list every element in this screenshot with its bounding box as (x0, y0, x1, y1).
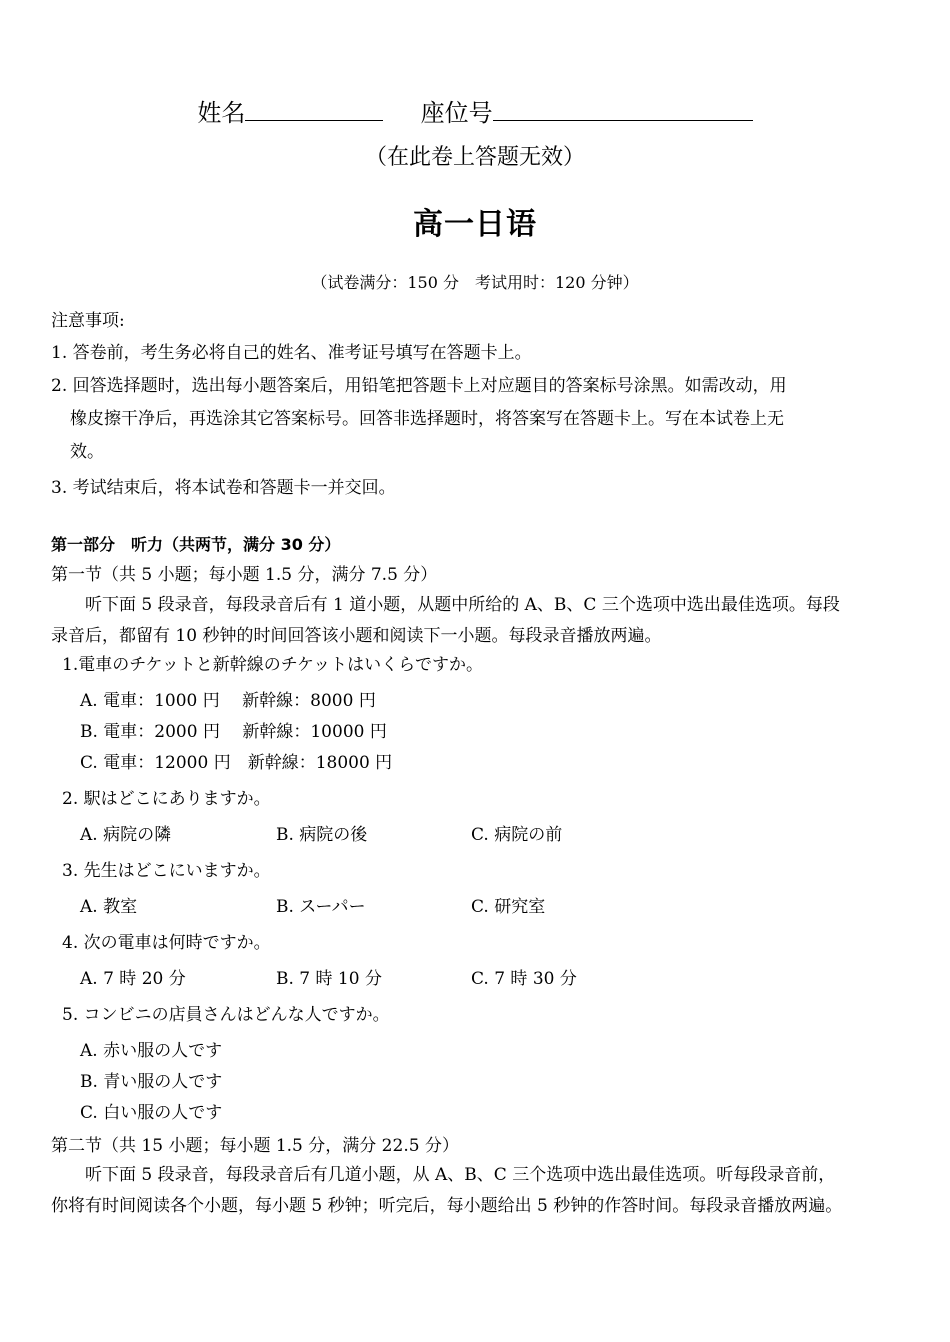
question-5-option-b: B. 青い服の人です (80, 1072, 223, 1092)
section2-instructions-text: 听下面 5 段录音，每段录音后有几道小题，从 A、B、C 三个选项中选出最佳选项。听每段录音前，你将有时间阅读各个小题，每小题 5 秒钟；听完后，每小题给出 5 秒钟的作答时间。每段录音播放两遍。 (51, 1165, 843, 1216)
question-2-stem: 2. 駅はどこにありますか。 (62, 789, 271, 809)
question-4-option-c: C. 7 時 30 分 (471, 969, 577, 989)
note-item-1: 1. 答卷前，考生务必将自己的姓名、准考证号填写在答题卡上。 (51, 343, 532, 363)
note-item-2: 2. 回答选择题时，选出每小题答案后，用铅笔把答题卡上对应题目的答案标号涂黑。如需改动，用 (51, 376, 787, 396)
question-5-option-a: A. 赤い服の人です (80, 1041, 223, 1061)
section1-heading: 第一节（共 5 小题；每小题 1.5 分，满分 7.5 分） (51, 565, 438, 585)
question-2-option-c: C. 病院の前 (471, 825, 563, 845)
question-1-option-a: A. 電車：1000 円 新幹線：8000 円 (80, 691, 376, 711)
question-3-option-a: A. 教室 (80, 897, 138, 917)
question-1-option-c: C. 電車：12000 円 新幹線：18000 円 (80, 753, 393, 773)
question-4-stem: 4. 次の電車は何時ですか。 (62, 933, 271, 953)
name-blank (245, 96, 383, 121)
note-item-2-cont2: 效。 (70, 442, 104, 462)
question-1-option-b: B. 電車：2000 円 新幹線：10000 円 (80, 722, 387, 742)
seat-label: 座位号 (420, 99, 493, 127)
seat-blank (493, 96, 753, 121)
note-item-3: 3. 考试结束后，将本试卷和答题卡一并交回。 (51, 478, 396, 498)
name-label: 姓名 (197, 99, 246, 127)
page-title: 高一日语 (413, 207, 537, 242)
question-1-stem: 1.電車のチケットと新幹線のチケットはいくらですか。 (62, 655, 483, 675)
question-5-option-c: C. 白い服の人です (80, 1103, 223, 1123)
question-3-stem: 3. 先生はどこにいますか。 (62, 861, 271, 881)
question-4-option-b: B. 7 時 10 分 (276, 969, 382, 989)
note-item-2-cont: 橡皮擦干净后，再选涂其它答案标号。回答非选择题时，将答案写在答题卡上。写在本试卷上无 (70, 409, 784, 429)
candidate-info-line (0, 96, 950, 130)
answer-invalid-notice: （在此卷上答题无效） (364, 145, 585, 170)
section1-instructions (51, 590, 851, 652)
question-2-option-a: A. 病院の隣 (80, 825, 172, 845)
question-3-option-c: C. 研究室 (471, 897, 546, 917)
question-4-option-a: A. 7 時 20 分 (80, 969, 186, 989)
exam-info: （试卷满分：150 分 考试用时：120 分钟） (311, 273, 639, 292)
section2-heading: 第二节（共 15 小题；每小题 1.5 分，满分 22.5 分） (51, 1136, 459, 1156)
part1-heading: 第一部分 听力（共两节，满分 30 分） (51, 535, 341, 554)
question-5-stem: 5. コンビニの店員さんはどんな人ですか。 (62, 1005, 390, 1025)
question-2-option-b: B. 病院の後 (276, 825, 368, 845)
notes-heading: 注意事项: (51, 311, 125, 331)
question-3-option-b: B. スーパー (276, 897, 366, 917)
section1-instructions-text: 听下面 5 段录音，每段录音后有 1 道小题，从题中所给的 A、B、C 三个选项中选出最佳选项。每段录音后，都留有 10 秒钟的时间回答该小题和阅读下一小题。每段录音播放两遍。 (51, 595, 840, 646)
section2-instructions (51, 1160, 851, 1222)
